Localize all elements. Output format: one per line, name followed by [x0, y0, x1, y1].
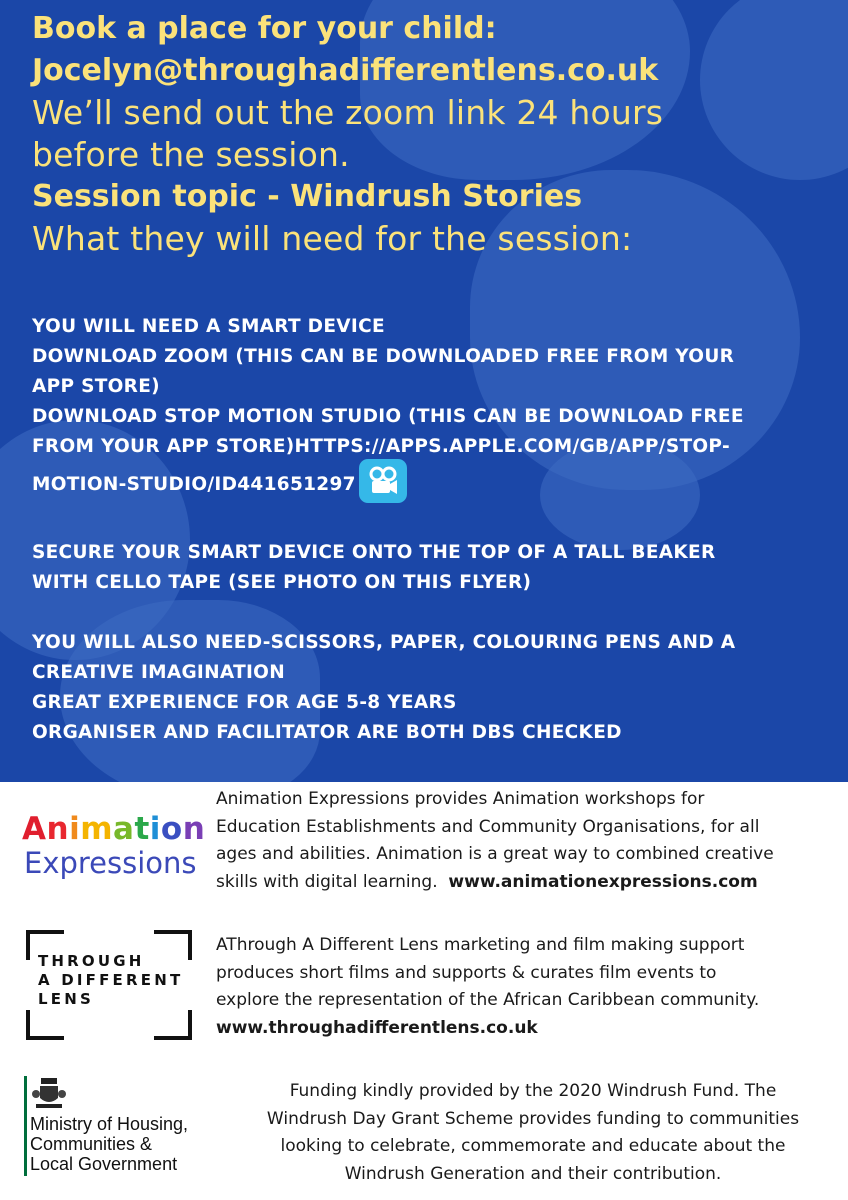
needs-heading: What they will need for the session:: [32, 219, 633, 258]
need-age: GREAT EXPERIENCE FOR AGE 5-8 YEARS: [32, 692, 457, 713]
lens-logo-text: [38, 952, 183, 1009]
expressions-logo-word: Expressions: [24, 846, 197, 880]
session-topic: Session topic - Windrush Stories: [32, 179, 583, 214]
lens-logo-line-3: LENS: [38, 990, 94, 1008]
animation-text-2: Education Establishments and Community Organisations, for all: [216, 816, 760, 837]
ministry-line-3: Local Government: [30, 1154, 178, 1174]
lens-logo-line-1: THROUGH: [38, 952, 145, 970]
lens-description: [216, 932, 836, 1042]
animation-text-4: skills with digital learning.: [216, 871, 438, 892]
zoom-link-note-2: before the session.: [32, 135, 350, 174]
animation-text-3: ages and abilities. Animation is a great way to combined creative: [216, 844, 774, 864]
funding-text-4: Windrush Generation and their contribution.: [344, 1163, 722, 1184]
funding-text-2: Windrush Day Grant Scheme provides funding to communities: [266, 1108, 800, 1129]
zoom-link-note-1: We’ll send out the zoom link 24 hours: [32, 93, 664, 132]
lens-website-link[interactable]: www.throughadifferentlens.co.uk: [216, 1017, 538, 1038]
animation-logo-word: [22, 811, 206, 847]
need-supplies-2: CREATIVE IMAGINATION: [32, 662, 285, 683]
contact-email[interactable]: Jocelyn@throughadifferentlens.co.uk: [32, 53, 659, 88]
funding-text-3: looking to celebrate, commemorate and educate about the: [280, 1136, 786, 1156]
animation-logo-letter: a: [113, 811, 135, 847]
ministry-name: [30, 1114, 188, 1174]
animation-logo-letter: t: [134, 811, 150, 847]
needs-list: [32, 312, 822, 748]
animation-logo-letter: i: [69, 811, 81, 847]
need-stop-motion-1: DOWNLOAD STOP MOTION STUDIO (THIS CAN BE DOWNLOAD FREE: [32, 406, 744, 427]
animation-logo-letter: i: [149, 811, 161, 847]
headline-block: [32, 8, 832, 260]
need-secure-2: WITH CELLO TAPE (SEE PHOTO ON THIS FLYER): [32, 572, 532, 593]
lens-text-2: produces short films and supports & curates film events to: [216, 962, 717, 983]
need-zoom-2: APP STORE): [32, 376, 160, 397]
need-zoom-1: DOWNLOAD ZOOM (THIS CAN BE DOWNLOADED FREE FROM YOUR: [32, 346, 735, 367]
animation-website-link[interactable]: www.animationexpressions.com: [448, 871, 758, 892]
royal-crest-icon: [32, 1076, 66, 1110]
need-dbs: ORGANISER AND FACILITATOR ARE BOTH DBS CHECKED: [32, 722, 622, 743]
ministry-line-2: Communities &: [30, 1134, 153, 1154]
need-stop-motion-2[interactable]: FROM YOUR APP STORE)HTTPS://APPS.APPLE.COM/GB/APP/STOP-: [32, 436, 730, 457]
animation-text-1: Animation Expressions provides Animation workshops for: [216, 789, 705, 809]
through-a-different-lens-logo: [26, 930, 192, 1040]
ministry-line-1: Ministry of Housing,: [30, 1114, 189, 1134]
animation-description: [216, 786, 836, 896]
animation-logo-letter: A: [22, 811, 47, 847]
animation-expressions-logo: [22, 811, 206, 880]
stop-motion-app-icon: [358, 458, 408, 504]
need-secure-1: SECURE YOUR SMART DEVICE ONTO THE TOP OF A TALL BEAKER: [32, 542, 716, 563]
lens-text-3: explore the representation of the African Caribbean community.: [216, 990, 760, 1010]
animation-logo-letter: n: [46, 811, 70, 847]
stop-motion-link[interactable]: MOTION-STUDIO/ID441651297: [32, 474, 356, 495]
headline-book: Book a place for your child:: [32, 11, 497, 46]
funding-text-1: Funding kindly provided by the 2020 Windrush Fund. The: [289, 1081, 777, 1101]
need-supplies-1: YOU WILL ALSO NEED-SCISSORS, PAPER, COLOURING PENS AND A: [32, 632, 736, 653]
need-stop-motion-3: [32, 462, 822, 508]
animation-logo-letter: o: [160, 811, 183, 847]
lens-logo-line-2: A DIFFERENT: [38, 971, 184, 989]
funding-statement: [234, 1078, 832, 1188]
ministry-logo: [24, 1076, 214, 1186]
animation-logo-letter: m: [80, 811, 114, 847]
lens-text-1: AThrough A Different Lens marketing and film making support: [216, 935, 745, 955]
animation-text-4-row: [216, 869, 836, 897]
ministry-logo-bar: [24, 1076, 27, 1176]
need-smart-device: YOU WILL NEED A SMART DEVICE: [32, 316, 385, 337]
animation-logo-letter: n: [182, 811, 206, 847]
